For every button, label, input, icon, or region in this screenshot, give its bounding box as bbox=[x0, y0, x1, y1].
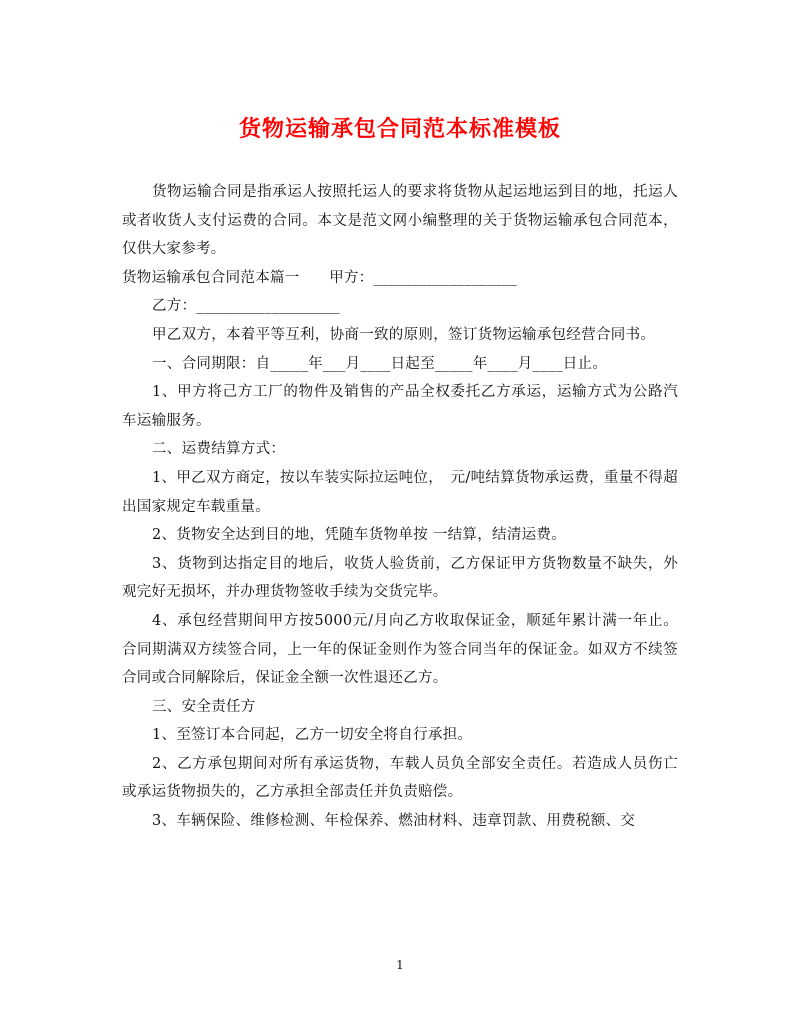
clause-safety-2: 2、乙方承包期间对所有承运货物，车载人员负全部安全责任。若造成人员伤亡或承运货物损失的，乙方承担全部责任并负责赔偿。 bbox=[122, 755, 678, 801]
clause-freight-4: 4、承包经营期间甲方按5000元/月向乙方收取保证金，顺延年累计满一年止。合同期满双方续签合同，上一年的保证金则作为签合同当年的保证金。如双方不续签合同或合同解除后，保证金全额一次性退还乙方。 bbox=[122, 612, 678, 687]
clause-safety-1: 1、至签订本合同起，乙方一切安全将自行承担。 bbox=[152, 727, 473, 744]
section-contract-term: 一、合同期限：自_____年___月____日起至_____年____月____日止。 bbox=[152, 355, 608, 372]
clause-freight-3: 3、货物到达指定目的地后，收货人验货前，乙方保证甲方货物数量不缺失，外观完好无损坏，并办理货物签收手续为交货完毕。 bbox=[122, 555, 678, 601]
clause-transport-scope: 1、甲方将己方工厂的物件及销售的产品全权委托乙方承运，运输方式为公路汽车运输服务。 bbox=[122, 384, 678, 429]
intro-paragraph: 货物运输合同是指承运人按照托运人的要求将货物从起运地运到目的地，托运人或者收货人支付运费的合同。本文是范文网小编整理的关于货物运输承包合同范本，仅供大家参考。 bbox=[122, 184, 678, 258]
section-freight-settlement: 二、运费结算方式： bbox=[152, 441, 286, 458]
clause-safety-3: 3、车辆保险、维修检测、年检保养、燃油材料、违章罚款、用费税额、交 bbox=[152, 813, 636, 830]
party-a-line: 货物运输承包合同范本篇一 甲方：___________________ bbox=[122, 269, 518, 286]
page-number: 1 bbox=[396, 958, 404, 972]
section-safety-responsibility: 三、安全责任方 bbox=[152, 698, 256, 715]
party-b-line: 乙方：___________________ bbox=[152, 298, 340, 315]
clause-freight-2: 2、货物安全达到目的地，凭随车货物单按 一结算，结清运费。 bbox=[152, 527, 567, 544]
agreement-principle: 甲乙双方，本着平等互利，协商一致的原则，签订货物运输承包经营合同书。 bbox=[152, 326, 656, 343]
document-title: 货物运输承包合同范本标准模板 bbox=[238, 116, 561, 142]
clause-freight-1: 1、甲乙双方商定，按以车装实际拉运吨位， 元/吨结算货物承运费，重量不得超出国家规定车载重量。 bbox=[122, 469, 678, 515]
document-body bbox=[122, 178, 678, 836]
